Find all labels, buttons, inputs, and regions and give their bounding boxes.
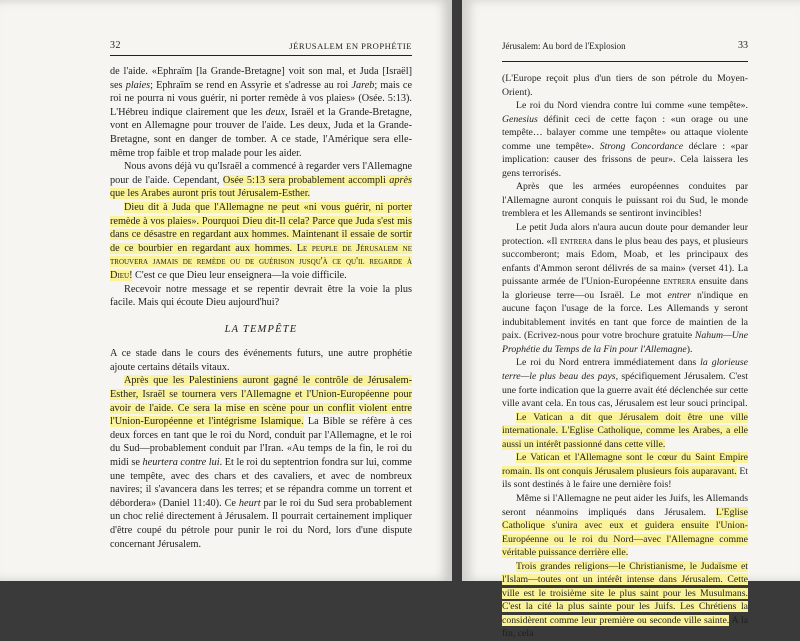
right-page [462,0,800,640]
paragraph: Même si l'Allemagne ne peut aider les Juifs, les Allemands seront néanmoins impliqués dans Jérusalem. L'Eglise Catholique s'unira avec eux et guidera ensuite l'Union-Européenne ou le roi du Nord—avec l'Allemagne comme véritable puissance derrière elle. [502,492,748,559]
left-page-header [110,40,412,51]
paragraph: Recevoir notre message et se repentir devrait être la voie la plus facile. Mais qui écoute Dieu aujourd'hui? [110,283,412,309]
right-page-header [502,40,748,51]
highlighted-text: Dieu dit à Juda que l'Allemagne ne peut «ni vous guérir, ni porter remède à vos plaies». Pourquoi Dieu dit-Il cela? Parce que Juda s'est mis dans ce désastre en regardant aux hommes. Maintenant il essaie de sortir de ce bourbier en regardant aux hommes. Le peuple de Jérusalem ne trouvera jamais de remède ou de guérison jusqu'à ce qu'il regarde à Dieu! [110,201,412,281]
page-number: 33 [738,40,748,51]
running-head: Jérusalem: Au bord de l'Explosion [502,41,626,51]
right-body [502,72,748,641]
highlighted-text: Le Vatican et l'Allemagne sont le cœur du Saint Empire romain. Ils ont conquis Jérusalem plusieurs fois auparavant. [502,452,748,477]
highlighted-text: Après que les Palestiniens auront gagné le contrôle de Jérusalem-Esther, Israël se tournera vers l'Allemagne et l'Union-Européenne pour avoir de l'aide. Ce sera la mise en scène pour un conflit violent entre l'Union-Européenne et l'intégrisme Islamique. [110,375,412,428]
header-rule [502,61,748,62]
paragraph: Après que les Palestiniens auront gagné le contrôle de Jérusalem-Esther, Israël se tournera vers l'Allemagne et l'Union-Européenne pour avoir de l'aide. Ce sera la mise en scène pour un conflit violent entre l'Union-Européenne et l'intégrisme Islamique. La Bible se réfère à ces deux forces en tant que le roi du Nord, conduit par l'Allemagne, et le roi du Sud—probablement conduit par l'Iran. «Au temps de la fin, le roi du midi se heurtera contre lui. Et le roi du septentrion fondra sur lui, comme une tempête, avec des chars et des cavaliers, et avec de nombreux navires; il s'avancera dans les terres; et se répandra comme un torrent et débordera» (Daniel 11:40). Ce heurt par le roi du Sud sera probablement un choc relié directement à Jérusalem. Il pourrait certainement impliquer d'être coupé du pétrole pour punir le roi du Nord, lors d'une dispute concernant Jérusalem. [110,375,412,550]
paragraph: Nous avons déjà vu qu'Israël a commencé à regarder vers l'Allemagne pour de l'aide. Cependant, Osée 5:13 sera probablement accompli après que les Arabes auront pris tout Jérusalem-Esther. [110,161,413,200]
running-head: JÉRUSALEM EN PROPHÉTIE [289,41,412,51]
header-rule [110,55,412,56]
paragraph: A ce stade dans le cours des événements futurs, une autre prophétie ajoute certains détails vitaux. [110,348,412,373]
paragraph: de l'aide. «Ephraïm [la Grande-Bretagne] voit son mal, et Juda [Israël] ses plaies; Ephraïm se rend en Assyrie et s'adresse au roi Jareb; mais ce roi ne pourra ni vous guérir, ni porter remède à vos plaies» (Osée. 5:13). L'Hébreu indique clairement que les deux, Israël et la Grande-Bretagne, vont en Allemagne pour trouver de l'aide. Les deux, Juda et la Grande-Bretagne, sont en danger de tomber. A ce stade, l'Amérique sera elle-même trop faible et trop malade pour les aider. [110,66,413,159]
highlighted-text: Osée 5:13 sera probablement accompli après que les Arabes auront pris tout Jérusalem-Esther. [110,174,413,200]
highlighted-text: Trois grandes religions—le Christianisme, le Judaïsme et l'Islam—toutes ont un intérêt intense dans Jérusalem. Cette ville est le troisième site le plus saint pour les Musulmans. C'est la cité la plus sainte pour les Juifs. Les Chrétiens la considèrent comme leur première ou seconde ville sainte. [502,560,748,626]
paragraph: Le Vatican et l'Allemagne sont le cœur du Saint Empire romain. Ils ont conquis Jérusalem plusieurs fois auparavant. Et ils sont destinés à le faire une dernière fois! [502,452,748,491]
section-title: LA TEMPÊTE [224,323,298,335]
paragraph: Dieu dit à Juda que l'Allemagne ne peut «ni vous guérir, ni porter remède à vos plaies». Pourquoi Dieu dit-Il cela? Parce que Juda s'est mis dans ce désastre en regardant aux hommes. Maintenant il essaie de sortir de ce bourbier en regardant aux hommes. Le peuple de Jérusalem ne trouvera jamais de remède ou de guérison jusqu'à ce qu'il regarde à Dieu! C'est ce que Dieu leur enseignera—la voie difficile. [110,201,412,281]
paragraph: Après que les armées européennes conduites par l'Allemagne auront conquis le puissant roi du Sud, le monde tremblera et les Allemands se sentiront invincibles! [502,181,748,220]
paragraph: Le roi du Nord viendra contre lui comme «une tempête». Genesius définit ceci de cette façon : «un orage ou une tempête… balayer comme une tempête» ou attaque violente comme une tempête». Strong Concordance déclare : «par implication: causer des frissons de peur». Cela laissera les gens terrorisés. [502,100,748,179]
highlighted-text: L'Eglise Catholique s'unira avec eux et guidera ensuite l'Union-Européenne ou le roi du Nord—avec l'Allemagne comme véritable puissance derrière elle. [502,506,748,559]
paragraph: Trois grandes religions—le Christianisme, le Judaïsme et l'Islam—toutes ont un intérêt intense dans Jérusalem. Cette ville est le troisième site le plus saint pour les Musulmans. C'est la cité la plus sainte pour les Juifs. Les Chrétiens la considèrent comme leur première ou seconde ville sainte. A la fin, cela [502,560,748,640]
highlighted-text: Le Vatican a dit que Jérusalem doit être une ville internationale. L'Eglise Catholique, comme les Arabes, a elle aussi un intérêt passionné dans cette ville. [502,411,748,450]
left-body [110,65,412,551]
page-number: 32 [110,40,121,51]
paragraph: Le roi du Nord entrera immédiatement dans la glorieuse terre—le plus beau des pays, spécifiquement Jérusalem. C'est une forte indication que la guerre avait été déclenchée sur cette ville avant cela. En tous cas, Jérusalem est leur souci principal. [502,357,748,410]
paragraph [502,411,748,452]
paragraph: Le petit Juda alors n'aura aucun doute pour demander leur protection. «Il entrera dans le plus beau des pays, et plusieurs succomberont; mais Edom, Moab, et les principaux des enfants d'Ammon seront délivrés de sa main» (verset 41). La puissante armée de l'Union-Européenne entrera ensuite dans la glorieuse terre—ou Israël. Le mot entrer n'indique en aucune façon l'usage de la force. Les Allemands y seront indubitablement invités en tant que force de maintien de la paix. (Ecrivez-nous pour votre brochure gratuite Nahum—Une Prophétie du Temps de la Fin pour l'Allemagne). [502,222,749,355]
paragraph: (L'Europe reçoit plus d'un tiers de son pétrole du Moyen-Orient). [502,73,748,98]
